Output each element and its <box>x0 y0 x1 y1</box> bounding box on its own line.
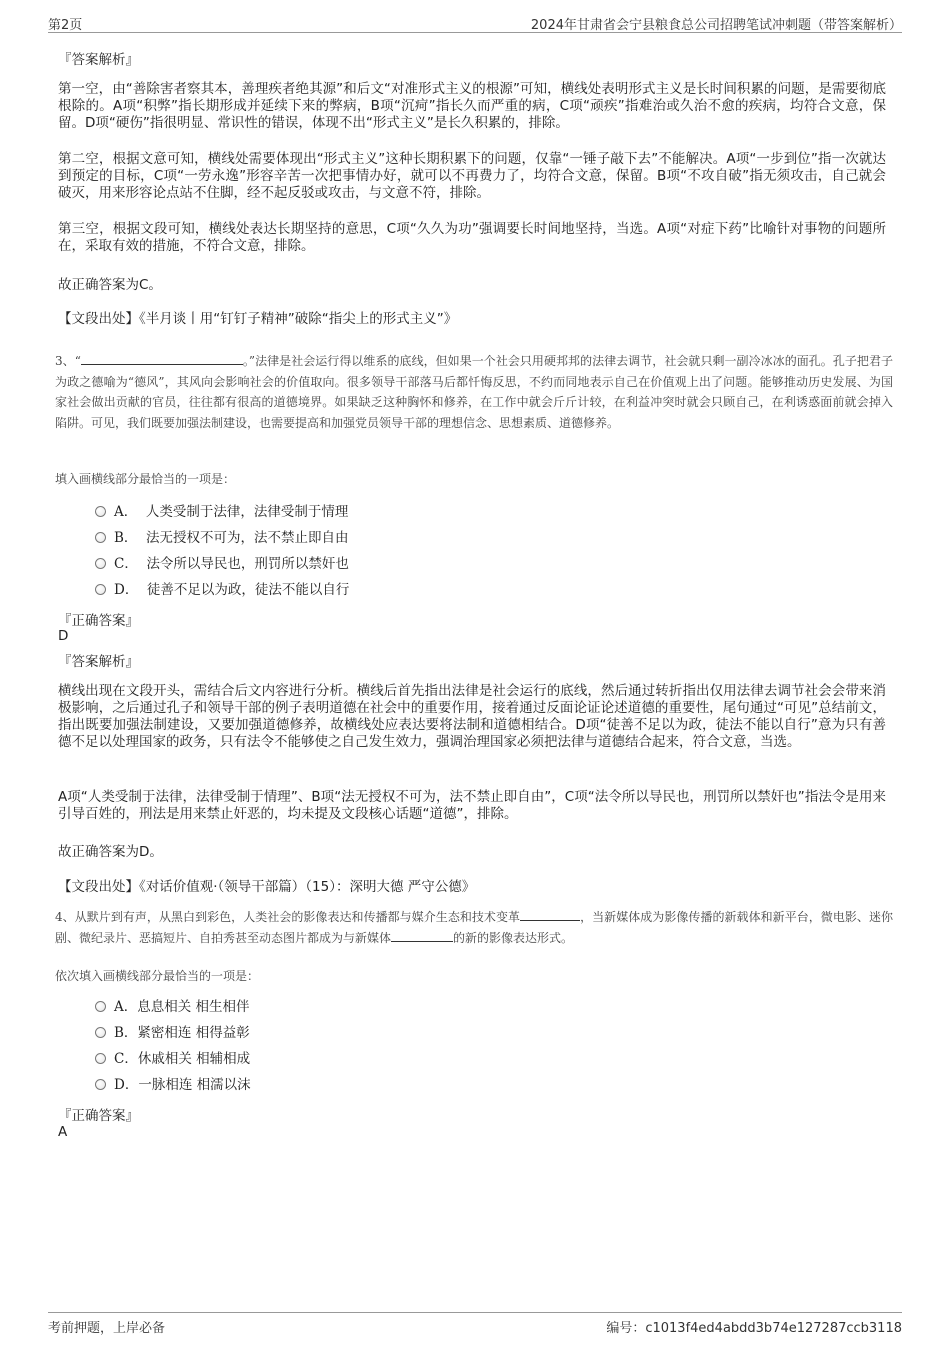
radio-icon[interactable] <box>95 506 106 517</box>
radio-icon[interactable] <box>95 1001 106 1012</box>
option-text: 息息相关 相生相伴 <box>137 999 250 1015</box>
option-text: 法令所以导民也，刑罚所以禁奸也 <box>146 556 349 572</box>
option-letter: A． <box>114 504 138 520</box>
option-d[interactable] <box>95 1075 251 1095</box>
answer-conclusion: 故正确答案为C。 <box>58 277 162 293</box>
radio-icon[interactable] <box>95 1079 106 1090</box>
option-d[interactable] <box>95 580 349 600</box>
option-text: 徒善不足以为政，徒法不能以自行 <box>146 582 350 598</box>
radio-icon[interactable] <box>95 558 106 569</box>
option-b[interactable] <box>95 1023 250 1043</box>
option-c[interactable] <box>95 1049 250 1069</box>
source-citation: 【文段出处】《对话价值观·（领导干部篇）（15）：深明大德 严守公德》 <box>58 879 476 895</box>
option-text: 一脉相连 相濡以沫 <box>138 1077 251 1093</box>
option-letter: A． <box>114 999 138 1015</box>
document-code: 编号：c1013f4ed4abdd3b74e127287ccb3118 <box>606 1321 902 1336</box>
option-letter: C． <box>114 1051 138 1067</box>
analysis-label: 『答案解析』 <box>58 654 139 670</box>
correct-answer: A <box>58 1124 68 1140</box>
question-text: 的新的影像表达形式。 <box>453 930 574 945</box>
source-citation: 【文段出处】《半月谈丨用“钉钉子精神”破除“指尖上的形式主义”》 <box>58 311 458 327</box>
radio-icon[interactable] <box>95 532 106 543</box>
answer-conclusion: 故正确答案为D。 <box>58 844 163 860</box>
correct-answer: D <box>58 628 69 644</box>
option-text: 人类受制于法律，法律受制于情理 <box>145 504 349 520</box>
correct-answer-label: 『正确答案』 <box>58 613 139 629</box>
radio-icon[interactable] <box>95 1027 106 1038</box>
option-letter: C． <box>114 556 138 572</box>
analysis-paragraph: 横线出现在文段开头，需结合后文内容进行分析。横线后首先指出法律是社会运行的底线，然后通过转折指出仅用法律去调节社会会带来消极影响，之后通过孔子和领导干部的例子表明道德在社会中的重要作用，接着通过反面论证论述道德的重要性，尾句通过“可见”总结前文，指出既要加强法制建设，又要加强道德修养，故横线处应表达要将法制和道德相结合。D项“徒善不足以为政，徒法不能以自行”意为只有善德不足以处理国家的政务，只有法令不能够使之自己发生效力，强调治理国家必须把法律与道德结合起来，符合文意，当选。 <box>58 683 886 750</box>
page-header <box>48 12 902 33</box>
question-prompt: 依次填入画横线部分最恰当的一项是： <box>55 969 260 983</box>
option-text: 紧密相连 相得益彰 <box>137 1025 250 1041</box>
question-text: ，当新媒体成为影像传播的新载体和新平台，微电影、迷你剧、微纪录片、恶搞短片、自拍秀甚至动态图片都成为与新媒体 <box>55 910 893 945</box>
document-title: 2024年甘肃省会宁县粮食总公司招聘笔试冲刺题（带答案解析） <box>530 18 902 33</box>
option-b[interactable] <box>95 528 349 548</box>
analysis-paragraph: A项“人类受制于法律，法律受制于情理”、B项“法无授权不可为，法不禁止即自由”，C项“法令所以导民也，刑罚所以禁奸也”指法令是用来引导百姓的，刑法是用来禁止奸恶的，均未提及文段核心话题“道德”，排除。 <box>58 789 886 822</box>
question-text: 4、从默片到有声，从黑白到彩色，人类社会的影像表达和传播都与媒介生态和技术变革 <box>55 910 521 924</box>
question-stem <box>55 351 893 433</box>
option-a[interactable] <box>95 997 250 1017</box>
question-number: 3、“ <box>55 354 81 368</box>
analysis-paragraph: 第二空，根据文意可知，横线处需要体现出“形式主义”这种长期积累下的问题，仅靠“一锤子敲下去”不能解决。A项“一步到位”指一次就达到预定的目标，C项“一劳永逸”形容辛苦一次把事情办好，就可以不再费力了，均符合文意，保留。B项“不攻自破”指无须攻击，自己就会破灭，用来形容论点站不住脚，经不起反驳或攻击，与文意不符，排除。 <box>58 151 886 201</box>
radio-icon[interactable] <box>95 1053 106 1064</box>
footer-slogan: 考前押题，上岸必备 <box>48 1321 166 1336</box>
option-letter: B． <box>114 1025 138 1041</box>
question-text: 。”法律是社会运行得以维系的底线，但如果一个社会只用硬邦邦的法律去调节，社会就只剩一副冷冰冰的面孔。孔子把君子为政之德喻为“德风”，其风向会影响社会的价值取向。很多领导干部落马后都忏悔反思，不约而同地表示自己在价值观上出了问题。能够推动历史发展、为国家社会做出贡献的官员，往往都有很高的道德境界。如果缺乏这种胸怀和修养，在工作中就会斤斤计较，在利益冲突时就会只顾自己，在利诱惑面前就会掉入陷阱。可见，我们既要加强法制建设，也需要提高和加强党员领导干部的理想信念、思想素质、道德修养。 <box>55 354 893 430</box>
option-text: 法无授权不可为，法不禁止即自由 <box>146 530 349 546</box>
option-letter: B． <box>114 530 138 546</box>
fill-blank <box>81 352 243 365</box>
fill-blank <box>520 908 580 921</box>
question-prompt: 填入画横线部分最恰当的一项是： <box>55 472 236 486</box>
analysis-label: 『答案解析』 <box>58 52 139 68</box>
fill-blank <box>391 929 453 942</box>
question-stem <box>55 907 893 948</box>
correct-answer-label: 『正确答案』 <box>58 1108 139 1124</box>
option-letter: D． <box>114 1077 139 1093</box>
analysis-paragraph: 第一空，由“善除害者察其本，善理疾者绝其源”和后文“对准形式主义的根源”可知，横线处表明形式主义是长时间积累的问题，是需要彻底根除的。A项“积弊”指长期形成并延续下来的弊病，B项“沉疴”指长久而严重的病，C项“顽疾”指难治或久治不愈的疾病，均符合文意，保留。D项“硬伤”指很明显、常识性的错误，体现不出“形式主义”是长久积累的，排除。 <box>58 81 886 131</box>
radio-icon[interactable] <box>95 584 106 595</box>
option-text: 休戚相关 相辅相成 <box>137 1051 251 1067</box>
option-c[interactable] <box>95 554 349 574</box>
option-letter: D． <box>114 582 139 598</box>
page-number: 第2页 <box>48 18 83 33</box>
option-a[interactable] <box>95 502 348 522</box>
analysis-paragraph: 第三空，根据文段可知，横线处表达长期坚持的意思，C项“久久为功”强调要长时间地坚持，当选。A项“对症下药”比喻针对事物的问题所在，采取有效的措施，不符合文意，排除。 <box>58 221 886 254</box>
page-footer <box>48 1312 902 1337</box>
